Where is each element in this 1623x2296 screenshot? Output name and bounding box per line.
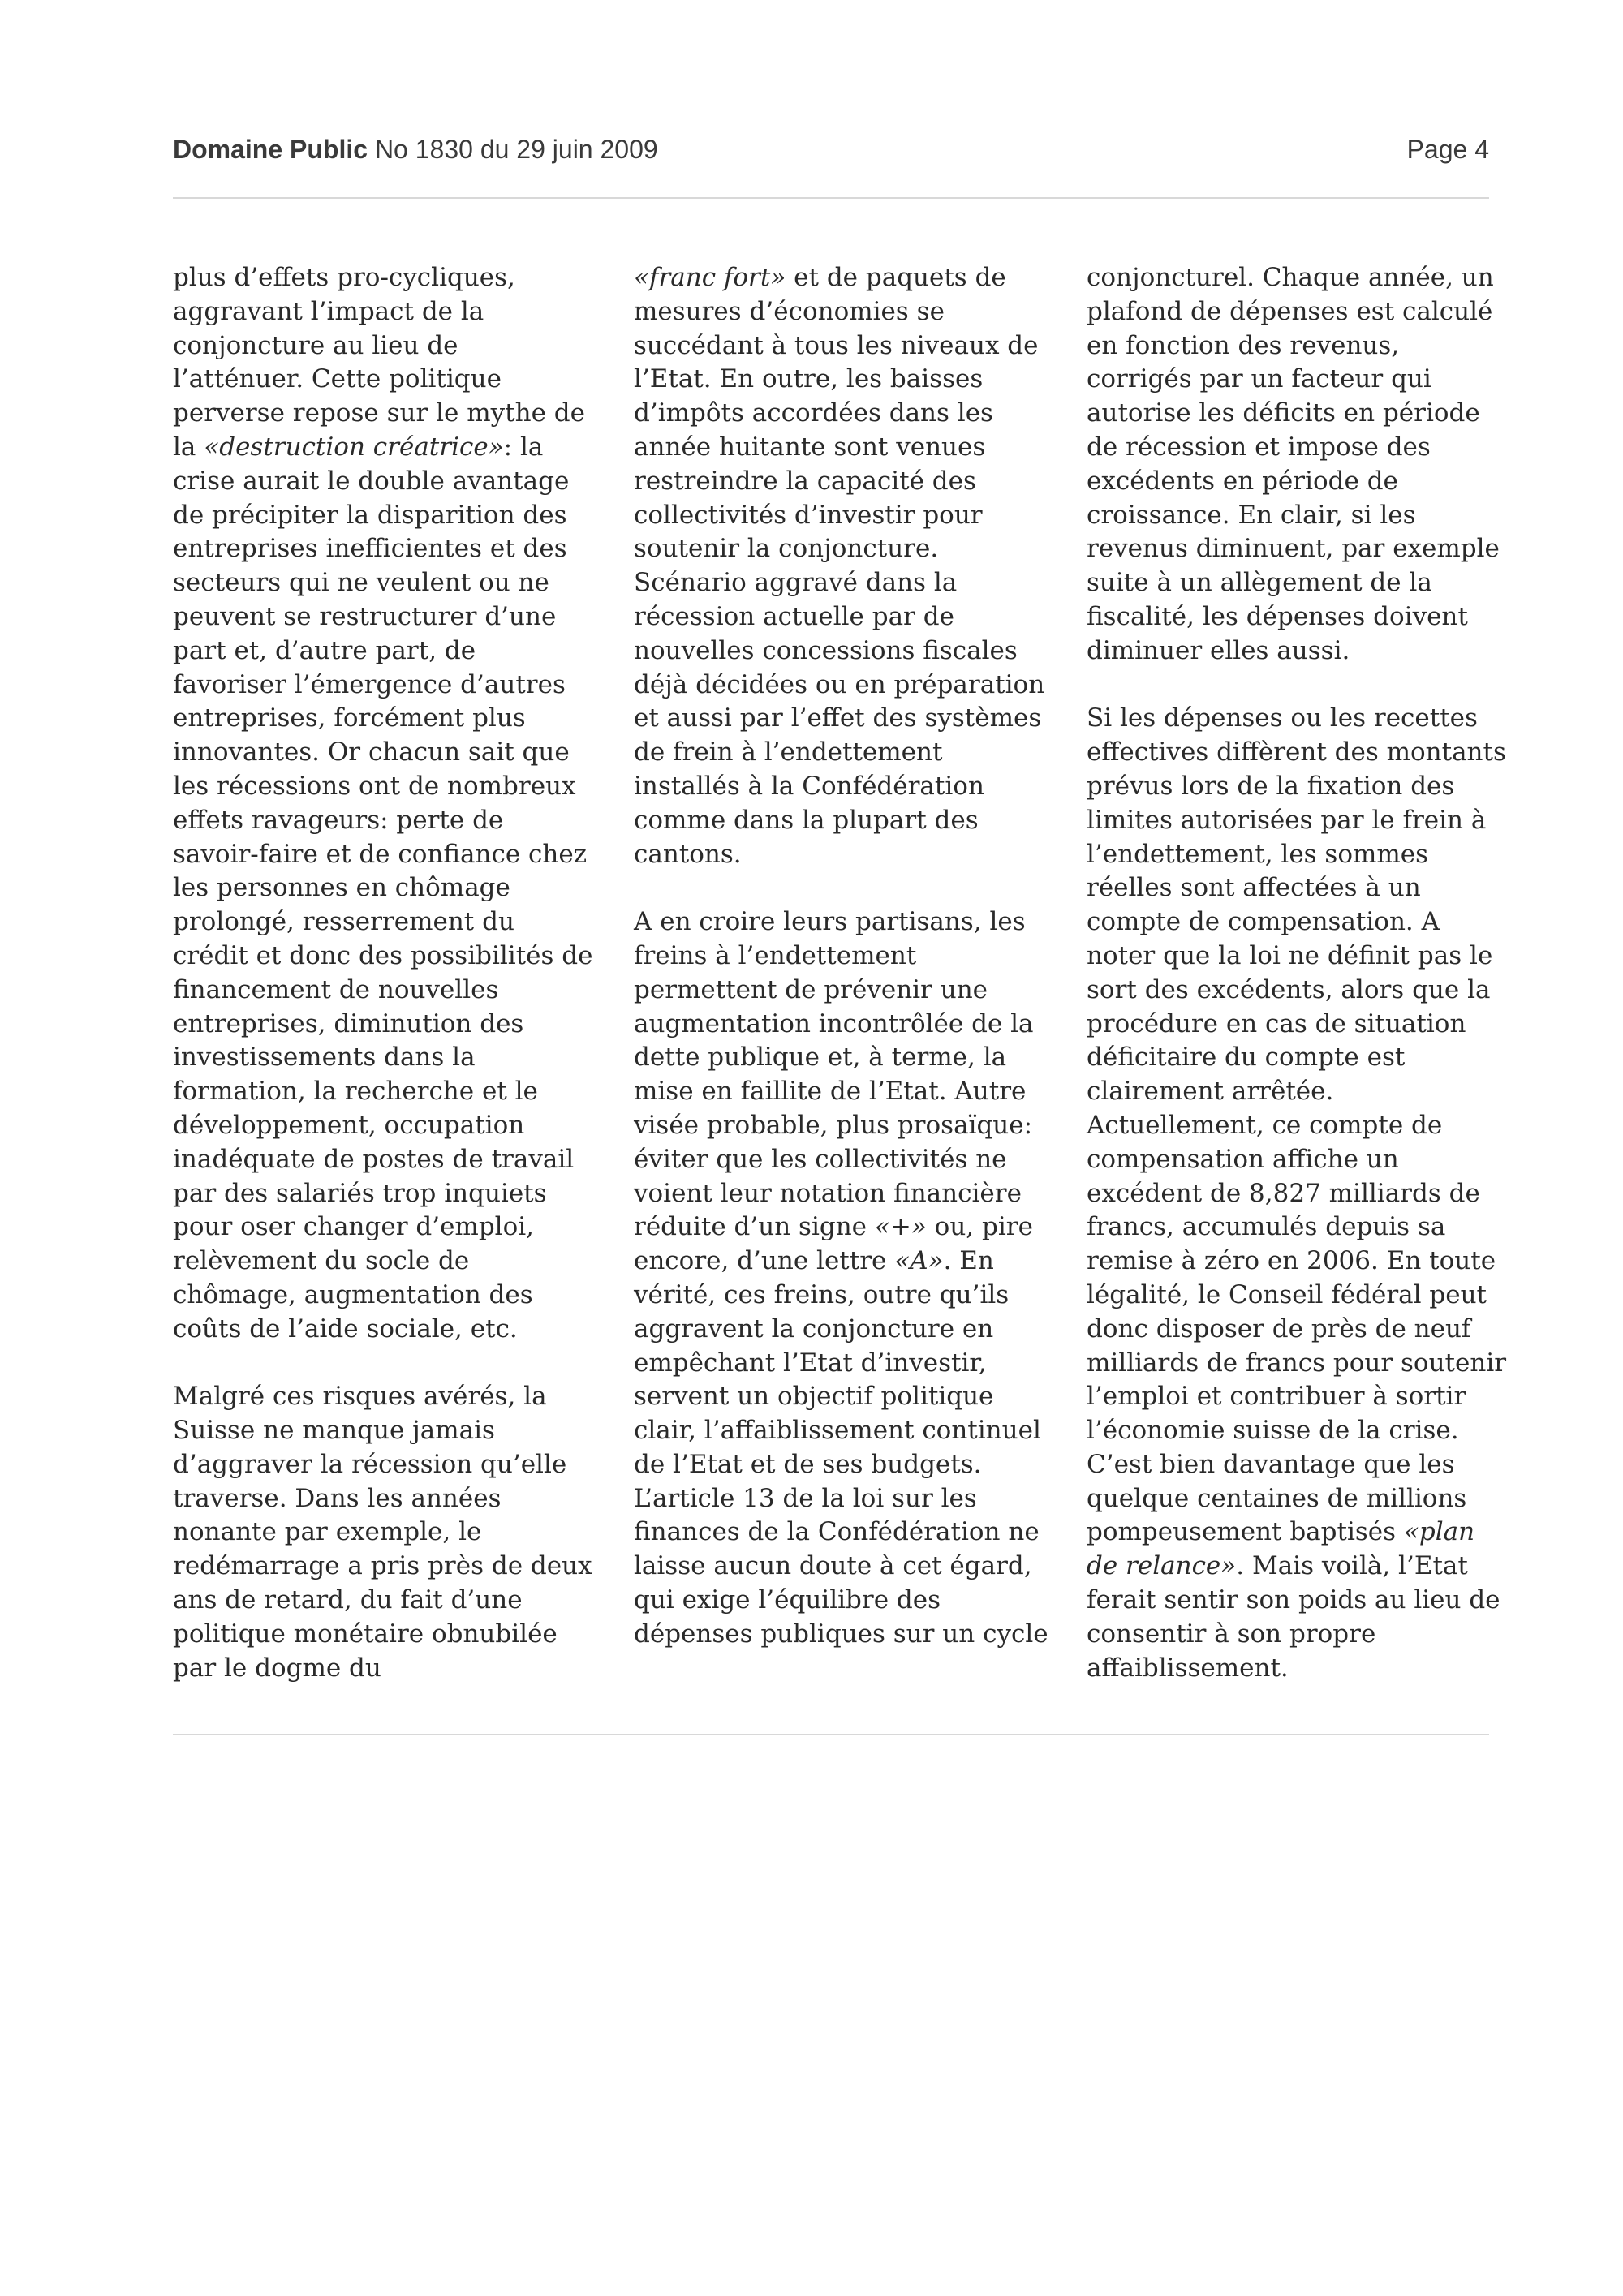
- issue-info: No 1830 du 29 juin 2009: [374, 135, 658, 164]
- article-column-2: [634, 261, 1056, 1652]
- page-header: [173, 135, 1489, 165]
- paragraph: conjoncturel. Chaque année, un plafond de dépenses est calculé en fonction des revenus, corrigés par un facteur qui autorise les déficits en période de récession et impose des excédents en période de croissance. En clair, si les revenus diminuent, par exemple suite à un allègement de la fiscalité, les dépenses doivent diminuer elles aussi.: [1087, 263, 1500, 665]
- paragraph: [634, 905, 1056, 1652]
- emphasis-text: «plan de relance»: [1087, 1517, 1475, 1581]
- text-run: A en croire leurs partisans, les freins à l’endettement permettent de prévenir une augmentation incontrôlée de la dette publique et, à terme, la mise en faillite de l’Etat. Autre visée probable, plus prosaïque: éviter que les collectivités ne voient leur notation financière réduite d’un signe: [634, 907, 1034, 1242]
- text-run: Si les dépenses ou les recettes effectives diffèrent des montants prévus lors de la fixation des limites autorisées par le frein à l’endettement, les sommes réelles sont affectées à un compte de compensation. A noter que la loi ne définit pas le sort des excédents, alors que la procédure en cas de situation déficitaire du compte est clairement arrêtée. Actuellement, ce compte de compensation affiche un excédent de 8,827 milliards de francs, accumulés depuis sa remise à zéro en 2006. En toute légalité, le Conseil fédéral peut donc disposer de près de neuf milliards de francs pour soutenir l’emploi et contribuer à sortir l’économie suisse de la crise. C’est bien davantage que les quelque centaines de millions pompeusement baptisés: [1087, 703, 1507, 1547]
- article-column-3: [1087, 261, 1509, 1685]
- paragraph: [1087, 702, 1509, 1685]
- article-column-1: [173, 261, 595, 1685]
- text-run: plus d’effets pro-cycliques, aggravant l’impact de la conjoncture au lieu de l’atténuer. Cette politique perverse repose sur le mythe de la: [173, 263, 585, 462]
- page-number: Page 4: [1406, 135, 1489, 164]
- text-run: et de paquets de mesures d’économies se succédant à tous les niveaux de l’Etat. En outre, les baisses d’impôts accordées dans les année huitante sont venues restreindre la capacité des collectivités d’investir pour soutenir la conjoncture. Scénario aggravé dans la récession actuelle par de nouvelles concessions fiscales déjà décidées ou en préparation et aussi par l’effet des systèmes de frein à l’endettement installés à la Confédération comme dans la plupart des cantons.: [634, 263, 1045, 869]
- text-run: : la crise aurait le double avantage de précipiter la disparition des entreprises inefficientes et des secteurs qui ne veulent ou ne peuvent se restructurer d’une part et, d’autre part, de favoriser l’émergence d’autres entreprises, forcément plus innovantes. Or chacun sait que les récessions ont de nombreux effets ravageurs: perte de savoir-faire et de confiance chez les personnes en chômage prolongé, resserrement du crédit et donc des possibilités de financement de nouvelles entreprises, diminution des investissements dans la formation, la recherche et le développement, occupation inadéquate de postes de travail par des salariés trop inquiets pour oser changer d’emploi, relèvement du socle de chômage, augmentation des coûts de l’aide sociale, etc.: [173, 432, 593, 1344]
- text-run: ou, pire encore, d’une lettre: [634, 1212, 1033, 1276]
- emphasis-text: «+»: [874, 1212, 927, 1242]
- emphasis-text: «destruction créatrice»: [204, 432, 504, 462]
- publication-name: Domaine Public: [173, 135, 368, 164]
- text-run: . En vérité, ces freins, outre qu’ils aggravent la conjoncture en empêchant l’Etat d’investir, servent un objectif politique clair, l’affaiblissement continuel de l’Etat et de ses budgets. L’article 13 de la loi sur les finances de la Confédération ne laisse aucun doute à cet égard, qui exige l’équilibre des dépenses publiques sur un cycle: [634, 1246, 1048, 1649]
- paragraph: Malgré ces risques avérés, la Suisse ne manque jamais d’aggraver la récession qu’elle traverse. Dans les années nonante par exemple, le redémarrage a pris près de deux ans de retard, du fait d’une politique monétaire obnubilée par le dogme du: [173, 1382, 592, 1683]
- emphasis-text: «franc fort»: [634, 263, 786, 292]
- emphasis-text: «A»: [894, 1246, 944, 1276]
- publication-info: [173, 135, 658, 165]
- header-divider: [173, 197, 1489, 199]
- paragraph: [173, 261, 595, 1347]
- paragraph: [634, 261, 1056, 871]
- text-run: . Mais voilà, l’Etat ferait sentir son poids au lieu de consentir à son propre affaiblissement.: [1087, 1551, 1500, 1683]
- footer-divider: [173, 1734, 1489, 1735]
